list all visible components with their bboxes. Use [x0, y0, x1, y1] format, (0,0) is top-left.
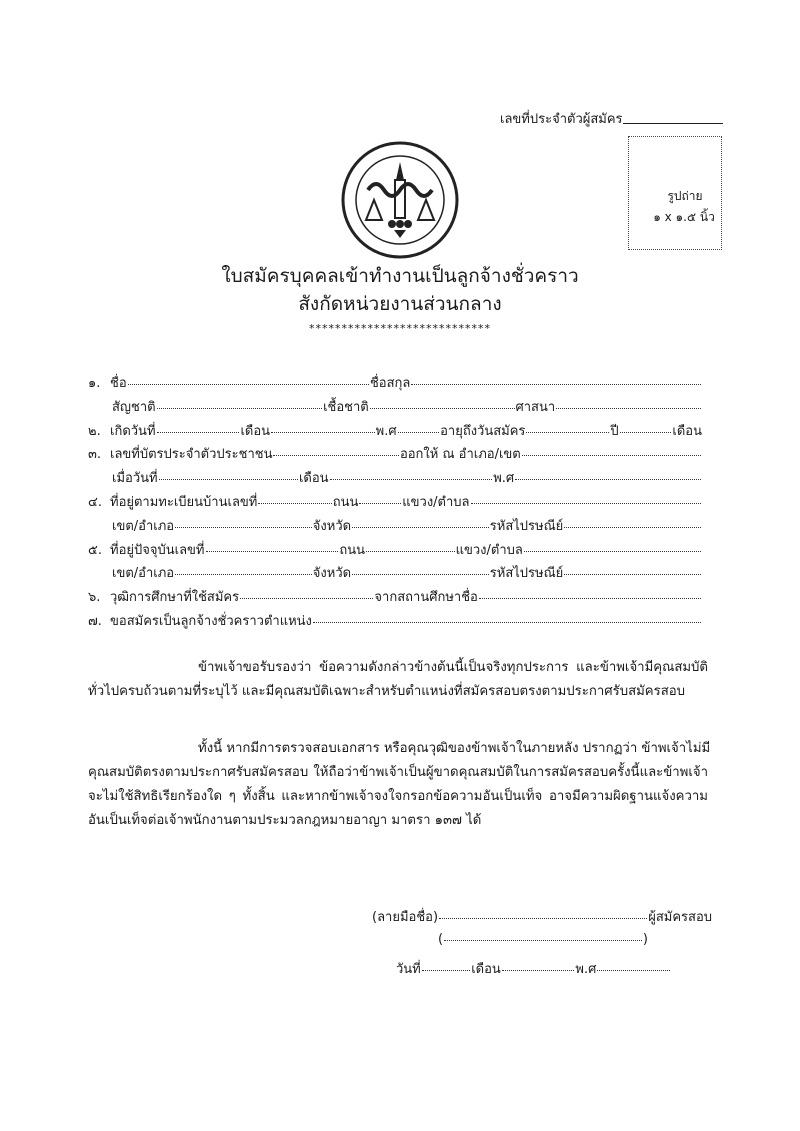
input-field[interactable] [398, 431, 439, 433]
input-field[interactable] [564, 526, 701, 528]
input-field[interactable] [526, 431, 609, 433]
paragraph-line: อันเป็นเท็จต่อเจ้าพนักงานตามประมวลกฎหมายอาญา มาตรา ๑๓๗ ได้ [88, 813, 482, 828]
field-label: เดือน [240, 423, 271, 439]
applicant-number-label: เลขที่ประจำตัวผู้สมัคร [500, 112, 623, 127]
input-field[interactable] [157, 407, 322, 409]
application-form [88, 372, 702, 634]
field-label: รหัสไปรษณีย์ [489, 518, 564, 534]
paragraph-line: ทั่วไปครบถ้วนตามที่ระบุไว้ และมีคุณสมบัติเฉพาะสำหรับตำแหน่งที่สมัครสอบตรงตามประกาศรับสมัครสอบ [88, 684, 686, 699]
form-row [88, 420, 702, 444]
field-label: เขต/อำเภอ [112, 518, 175, 534]
input-field[interactable] [157, 431, 240, 433]
form-row [88, 443, 702, 467]
field-label: ที่อยู่ปัจจุบันเลขที่ [110, 542, 205, 558]
form-row [88, 539, 702, 563]
item-number: ๖. [88, 590, 101, 606]
field-label: เชื้อชาติ [323, 399, 369, 415]
paren-close: ) [642, 932, 648, 947]
applicant-label: ผู้สมัครสอบ [648, 910, 712, 925]
input-field[interactable] [524, 550, 701, 552]
input-field[interactable] [359, 502, 401, 504]
signature-field[interactable] [439, 917, 647, 919]
item-number: ๔. [88, 494, 102, 510]
field-label: จังหวัด [312, 566, 352, 582]
form-row [88, 467, 702, 491]
input-field[interactable] [313, 621, 701, 623]
field-label: แขวง/ตำบล [402, 494, 470, 510]
field-label: ชื่อสกุล [369, 376, 411, 391]
paragraph-line: จะไม่ใช้สิทธิเรียกร้องใด ๆ ทั้งสิ้น และหากข้าพเจ้าจงใจกรอกข้อความอันเป็นเท็จ อาจมีความผิดฐานแจ้งความ [88, 789, 708, 804]
field-label: วุฒิการศึกษาที่ใช้สมัคร [110, 590, 240, 606]
field-label: แขวง/ตำบล [455, 542, 523, 558]
field-label: จังหวัด [312, 518, 352, 534]
divider-stars: **************************** [309, 322, 491, 335]
field-label: เลขที่บัตรประจำตัวประชาชน [110, 447, 273, 463]
form-row [88, 515, 702, 539]
item-number: ๑. [88, 376, 101, 391]
field-label: ปี [610, 423, 619, 439]
field-label: ชื่อ [110, 376, 127, 391]
field-label: รหัสไปรษณีย์ [489, 566, 564, 582]
form-row [88, 610, 702, 634]
item-number: ๓. [88, 447, 102, 463]
input-field[interactable] [366, 550, 455, 552]
input-field[interactable] [620, 431, 672, 433]
input-field[interactable] [206, 550, 339, 552]
input-field[interactable] [258, 502, 331, 504]
input-field[interactable] [273, 454, 398, 456]
form-row [88, 586, 702, 610]
form-row [88, 562, 702, 586]
input-field[interactable] [352, 573, 489, 575]
field-label: ออกให้ ณ อำเภอ/เขต [399, 447, 521, 463]
input-field[interactable] [240, 597, 373, 599]
field-label: เขต/อำเภอ [112, 566, 175, 582]
item-number: ๒. [88, 423, 101, 439]
photo-label: รูปถ่าย [667, 189, 703, 203]
field-label: เมื่อวันที่ [112, 471, 158, 487]
applicant-number-field[interactable] [623, 123, 723, 124]
input-field[interactable] [352, 526, 489, 528]
title-line-1: ใบสมัครบุคคลเข้าทำงานเป็นลูกจ้างชั่วคราว [221, 265, 579, 287]
photo-size: ๑ x ๑.๕ นิ้ว [653, 210, 715, 224]
input-field[interactable] [522, 454, 701, 456]
input-field[interactable] [175, 573, 312, 575]
year-field[interactable] [597, 969, 670, 971]
signature-label: (ลายมือชื่อ) [372, 910, 439, 925]
form-row [88, 491, 702, 515]
field-label: ที่อยู่ตามทะเบียนบ้านเลขที่ [110, 494, 258, 510]
input-field[interactable] [556, 407, 701, 409]
input-field[interactable] [271, 431, 375, 433]
day-field[interactable] [422, 969, 470, 971]
month-field[interactable] [502, 969, 575, 971]
field-label: อายุถึงวันสมัคร [440, 423, 526, 439]
form-row [88, 396, 702, 420]
printed-name-field[interactable] [444, 939, 642, 941]
paragraph-line: คุณสมบัติตรงตามประกาศรับสมัครสอบ ให้ถือว่าข้าพเจ้าเป็นผู้ขาดคุณสมบัติในการสมัครสอบครั้งนี้และข้าพเจ้า [88, 765, 708, 780]
year-label: พ.ศ [575, 962, 597, 977]
input-field[interactable] [411, 383, 701, 385]
title-line-2: สังกัดหน่วยงานส่วนกลาง [298, 293, 502, 315]
field-label: พ.ศ [493, 471, 515, 487]
field-label: ถนน [332, 494, 359, 510]
certification-paragraph [88, 656, 708, 704]
paragraph-line: ทั้งนี้ หากมีการตรวจสอบเอกสาร หรือคุณวุฒิของข้าพเจ้าในภายหลัง ปรากฏว่า ข้าพเจ้าไม่มี [198, 741, 711, 756]
month-label: เดือน [471, 962, 501, 977]
department-of-probation-logo [340, 140, 460, 260]
input-field[interactable] [471, 502, 701, 504]
field-label: สัญชาติ [112, 399, 156, 415]
field-label: เดือน [672, 423, 703, 439]
signature-block [372, 906, 712, 984]
input-field[interactable] [159, 478, 298, 480]
field-label: พ.ศ [375, 423, 397, 439]
field-label: จากสถานศึกษาชื่อ [374, 590, 478, 606]
date-label: วันที่ [396, 962, 421, 977]
page-title [0, 262, 800, 318]
field-label: ศาสนา [515, 399, 556, 415]
input-field[interactable] [175, 526, 312, 528]
field-label: เดือน [298, 471, 329, 487]
item-number: ๕. [88, 542, 102, 558]
input-field[interactable] [564, 573, 701, 575]
item-number: ๗. [88, 613, 102, 629]
input-field[interactable] [128, 383, 369, 385]
input-field[interactable] [330, 478, 493, 480]
input-field[interactable] [479, 597, 701, 599]
paragraph-line: ข้าพเจ้าขอรับรองว่า ข้อความดังกล่าวข้างต้นนี้เป็นจริงทุกประการ และข้าพเจ้ามีคุณสมบัติ [198, 660, 708, 675]
input-field[interactable] [515, 478, 701, 480]
form-row [88, 372, 702, 396]
disclaimer-paragraph [88, 737, 711, 833]
field-label: เกิดวันที่ [110, 423, 156, 439]
input-field[interactable] [370, 407, 515, 409]
photo-box [628, 136, 722, 250]
paren-open: ( [438, 932, 444, 947]
field-label: ถนน [339, 542, 366, 558]
field-label: ขอสมัครเป็นลูกจ้างชั่วคราวตำแหน่ง [110, 613, 312, 629]
